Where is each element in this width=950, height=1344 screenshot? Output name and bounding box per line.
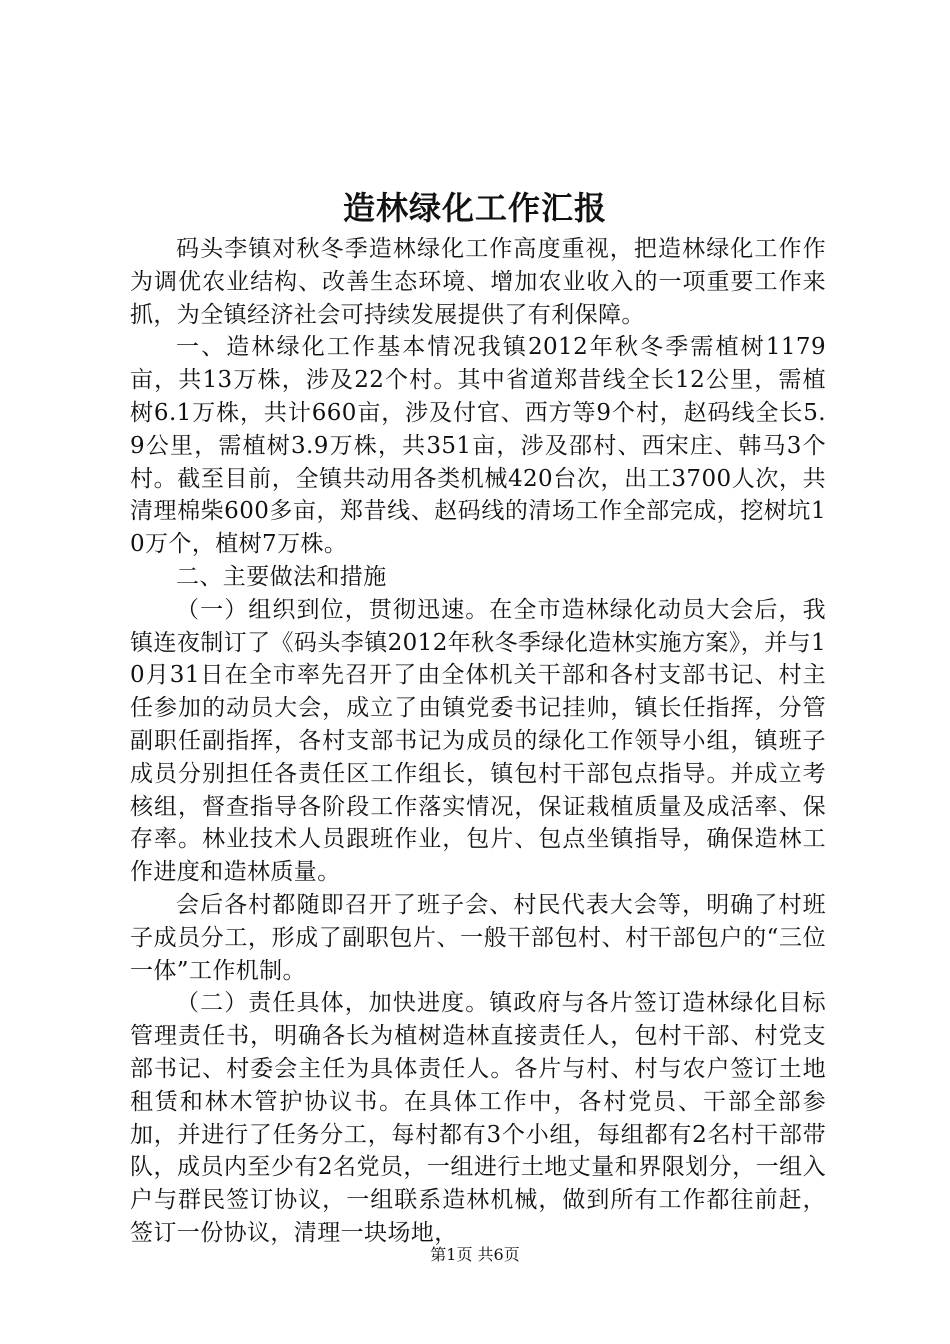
paragraph-organization: （一）组织到位，贯彻迅速。在全市造林绿化动员大会后，我镇连夜制订了《码头李镇2012年秋冬季绿化造林实施方案》，并与10月31日在全市率先召开了由全体机关干部和各村支部书记、村主任参加的动员大会，成立了由镇党委书记挂帅，镇长任指挥，分管副职任副指挥，各村支部书记为成员的绿化工作领导小组，镇班子成员分别担任各责任区工作组长，镇包村干部包点指导。并成立考核组，督查指导各阶段工作落实情况，保证栽植质量及成活率、保存率。林业技术人员跟班作业，包片、包点坐镇指导，确保造林工作进度和造林质量。 (130, 596, 826, 886)
paragraph-basic-situation: 一、造林绿化工作基本情况我镇2012年秋冬季需植树1179亩，共13万株，涉及22个村。其中省道郑昔线全长12公里，需植树6.1万株，共计660亩，涉及付官、西方等9个村，赵码线全长5.9公里，需植树3.9万株，共351亩，涉及邵村、西宋庄、韩马3个村。截至目前，全镇共动用各类机械420台次，出工3700人次，共清理棉柴600多亩，郑昔线、赵码线的清场工作全部完成，挖树坑10万个，植树7万株。 (130, 334, 826, 558)
paragraph-section-heading: 二、主要做法和措施 (176, 563, 387, 590)
paragraph-responsibility: （二）责任具体，加快进度。镇政府与各片签订造林绿化目标管理责任书，明确各长为植树造林直接责任人，包村干部、村党支部书记、村委会主任为具体责任人。各片与村、村与农户签订土地租赁和林木管护协议书。在具体工作中，各村党员、干部全部参加，并进行了任务分工，每村都有3个小组，每组都有2名村干部带队，成员内至少有2名党员，一组进行土地丈量和界限划分，一组入户与群民签订协议，一组联系造林机械，做到所有工作都往前赶，签订一份协议，清理一块场地， (130, 990, 826, 1246)
page-footer: 第1页 共6页 (430, 1245, 520, 1264)
document-body (130, 233, 826, 1250)
document-title: 造林绿化工作汇报 (342, 189, 607, 227)
paragraph-meeting: 会后各村都随即召开了班子会、村民代表大会等，明确了村班子成员分工，形成了副职包片、一般干部包村、村干部包户的“三位一体”工作机制。 (130, 891, 826, 984)
paragraph-intro: 码头李镇对秋冬季造林绿化工作高度重视，把造林绿化工作作为调优农业结构、改善生态环境、增加农业收入的一项重要工作来抓，为全镇经济社会可持续发展提供了有利保障。 (130, 236, 826, 328)
